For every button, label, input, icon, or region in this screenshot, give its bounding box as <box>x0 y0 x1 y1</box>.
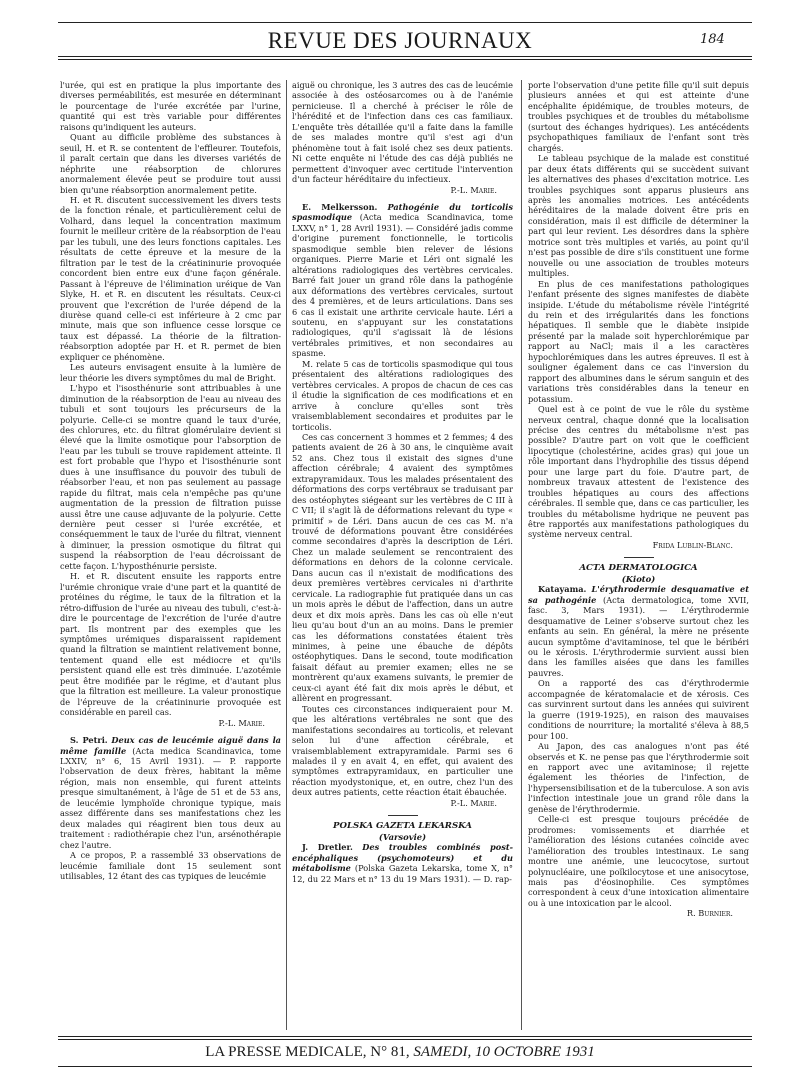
article-source: (Acta medica Scandinavica, tome LXXV, n° 1, 28 Avril 1931). <box>292 212 513 233</box>
paragraph: L'hypo et l'isosthénurie sont attribuables à une diminution de la réabsorption de l'eau au niveau des tubuli et sont toujours les précurseurs de la polyurie. Celle-ci se montre quand le taux d'urée, des chlorures, etc. du filtrat glomérulaire devient si élevé que la limite osmotique pour l'absorption de l'eau par les tubuli se trouve rapidement atteinte. Il est fort probable que l'hypo et l'isosthénurie sont dues à une insuffisance du pouvoir des tubuli de réabsorber l'eau, et non pas seulement au passage rapide du filtrat, mais cela n'empêche pas qu'une augmentation de la pression de filtration puisse aussi être une cause adjuvante de la polyurie. Cette dernière peut cesser si l'urée excrétée, et conséquemment le taux de l'urée du filtrat, viennent à diminuer, la pression osmotique du filtrat qui suspend la réabsorption de l'eau décroissant de cette façon. L'hyposthénurie persiste. <box>60 383 281 571</box>
section-separator <box>624 557 654 558</box>
article-source: (Acta dermatologica, tome XVII, fasc. 3, Mars 1931). <box>528 594 749 616</box>
paragraph: Quel est à ce point de vue le rôle du système nerveux central, chaque donné que la localisation précise des centres du métabolisme n'est pas possible? D'autre part on voit que le coefficient lipocytique (cholestérine, acides gras) qui joue un rôle important dans l'hydrophilie des tissus dépend pour une large part du foie. D'autre part, de nombreux travaux attestent de l'existence des troubles hépatiques au cours des affections cérébrales. Il semble que, dans ce cas particulier, les troubles du métabolisme hydrique ne peuvent pas être rapportés aux manifestations pathologiques du système nerveux central. <box>528 404 749 540</box>
header-bottom-rule <box>58 56 752 57</box>
paragraph: H. et R. discutent successivement les divers tests de la fonction rénale, et particulièrement celui de Volhard, dans lequel la concentration maximum fournit le meilleur critère de la réabsorption de l'eau par les tubuli, une des leurs fonctions capitales. Les résultats de cette épreuve et la mesure de la filtration par le test de la créatininurie provoquée concordent bien entre eux d'une façon générale. Passant à l'épreuve de l'élimination uréique de Van Slyke, H. et R. en discutent les résultats. Ceux-ci prouvent que l'excrétion de l'urée dépend de la diurèse quand celle-ci est inférieure à 2 cmc par minute, mais que son influence cesse lorsque ce taux est dépassé. La théorie de la filtration-réabsorption adoptée par H. et R. permet de bien expliquer ce phénomène. <box>60 194 281 362</box>
section-title: ACTA DERMATOLOGICA <box>579 563 698 574</box>
signature: P.-L. Marie. <box>218 717 265 728</box>
section-separator <box>388 815 418 816</box>
paragraph: Toutes ces circonstances indiqueraient pour M. que les altérations vertébrales ne sont que des manifestations secondaires au torticolis, et relevant selon lui d'une affection cérébrale, et vraisemblablement extrapyramidale. Parmi ses 6 malades il y en avait 4, en effet, qui avaient des symptômes extrapyramidaux, en particulier une réaction myodystonique, et, en outre, chez l'un des deux autres patients, cette réaction était ébauchée. <box>292 703 513 798</box>
header-bottom-rule-2 <box>58 59 752 60</box>
article-body: — D. rap- <box>472 873 512 884</box>
paragraph: H. et R. discutent ensuite les rapports entre l'urémie chronique vraie d'une part et la quantité de protéines du régime, le taux de la filtration et la rétro-diffusion de l'urée au niveau des tubuli, c'est-à-dire le pourcentage de l'excrétion de l'urée d'autre part. Ils montrent par des exemples que les symptômes urémiques disparaissent rapidement quand la filtration se maintient relativement bonne, tentement quand elle est médiocre et qu'ils persistent quand elle est très diminuée. L'azotémie peut être modifiée par le régime, et d'autant plus que la filtration est meilleure. La valeur pronostique de l'épreuve de la créatininurie provoquée est considérable en pareil cas. <box>60 571 281 718</box>
paragraph: Quant au difficile problème des substances à seuil, H. et R. se contentent de l'effleurer. Toutefois, il paraît certain que dans les diverses variétés de néphrite une réabsorption de chlorures anormalement élevée peut se produire tout aussi bien qu'une réabsorption anormalement petite. <box>60 132 281 195</box>
article-dretler <box>292 842 513 884</box>
paragraph: porte l'observation d'une petite fille qu'il suit depuis plusieurs années et qui est atteinte d'une encéphalite épidémique, de troubles moteurs, de troubles psychiques et de troubles du métabolisme (surtout des échanges hydriques). Les antécédents psychopathiques familiaux de l'enfant sont très chargés. <box>528 80 749 153</box>
column-2 <box>292 80 513 1030</box>
section-city: (Varsovie) <box>378 831 427 842</box>
article-katayama <box>528 584 749 678</box>
footer-journal: LA PRESSE MEDICALE, N° 81, <box>205 1044 410 1060</box>
footer-bottom-rule <box>58 1066 752 1067</box>
page-number: 184 <box>700 32 725 47</box>
article-source: (Polska Gazeta Lekarska, tome X, n° 12, du 22 Mars et n° 13 du 19 Mars 1931). <box>292 863 513 884</box>
article-author: E. Melkersson. <box>302 201 378 212</box>
header-top-rule <box>58 22 752 23</box>
article-petri <box>60 735 281 850</box>
paragraph: A ce propos, P. a rassemblé 33 observations de leucémie familiale dont 15 seulement sont utilisables, 12 étant des cas typiques de leucémie <box>60 850 281 881</box>
paragraph: Le tableau psychique de la malade est constitué par deux états différents qui se succèdent suivant les alternatives des phases d'excitation motrice. Les troubles psychiques sont apparus plusieurs ans après les anomalies motrices. Les antécédents héréditaires de la malade doivent être pris en considération, mais il est difficile de déterminer la part qui leur revient. Les désordres dans la sphère motrice sont très multiples et variés, au point qu'il n'est pas possible de dire s'ils constituent une forme nouvelle ou une association de troubles moteurs multiples. <box>528 153 749 279</box>
column-divider-2 <box>521 80 522 1030</box>
paragraph: Au Japon, des cas analogues n'ont pas été observés et K. ne pense pas que l'érythrodermie soit en rapport avec une avitaminose; il rejette également les théories de l'infection, de l'hypersensibilisation et de la tuberculose. A son avis l'infection intestinale joue un grand rôle dans la genèse de l'érythrodermie. <box>528 741 749 814</box>
article-author: J. Dretler. <box>302 842 353 853</box>
article-author: Katayama. <box>538 584 587 595</box>
article-title: L'érythrodermie desquamative et sa pathogénie <box>528 584 749 605</box>
paragraph: aiguë ou chronique, les 3 autres des cas de leucémie associée à des ostéosarcomes ou à de l'anémie pernicieuse. Il a cherché à préciser le rôle de l'hérédité et de l'infection dans ces cas familiaux. L'enquête très détaillée qu'il a faite dans la famille de ses malades montre qu'il s'est agi d'un phénomène tout à fait isolé chez ses deux patients. Ni cette enquête ni l'étude des cas déjà publiés ne permettent d'invoquer avec certitude l'intervention d'un facteur héréditaire du infectieux. <box>292 80 513 185</box>
footer-date: SAMEDI, 10 OCTOBRE 1931 <box>413 1044 595 1060</box>
article-melkersson <box>292 202 513 359</box>
column-divider-1 <box>286 80 287 1030</box>
article-body: — L'érythrodermie desquamative de Leiner s'observe surtout chez les enfants au sein. En général, la mère ne présente aucun symptôme d'avitaminose, tel que le béribéri ou le xérosis. L'érythrodermie survient aussi bien dans les familles aisées que dans les familles pauvres. <box>528 605 749 678</box>
journal-section-title: REVUE DES JOURNAUX <box>267 28 533 53</box>
column-1 <box>60 80 281 1030</box>
paragraph: Celle-ci est presque toujours précédée de prodromes: vomissements et diarrhée et l'amélioration des lésions cutanées coïncide avec l'amélioration des troubles intestinaux. Le sang montre une anémie, une leucocytose, surtout polynucléaire, une poïkilocytose et une anisocytose, mais pas d'éosinophilie. Ces symptômes correspondent à ceux d'une intoxication alimentaire ou à une intoxication par le alcool. <box>528 814 749 908</box>
signature: Frida Lublin-Blanc. <box>652 539 733 550</box>
article-body: — P. rapporte l'observation de deux frères, habitant la même région, mais non ensemble, qui furent atteints presque simultanément, à l'âge de 51 et de 53 ans, de leucémie lymphoïde chronique typique, mais assez différente dans ses manifestations chez les deux malades qui réagirent bien tous deux au traitement : radiothérapie chez l'un, arsénothérapie chez l'autre. <box>60 756 281 850</box>
paragraph: l'urée, qui est en pratique la plus importante des diverses perméabilités, est mesurée en déterminant le pourcentage de l'urée excrétée par l'urine, quantité qui est très variable pour différentes raisons qu'indiquent les auteurs. <box>60 80 281 132</box>
article-source: (Acta medica Scandinavica, tome LXXIV, n° 6, 15 Avril 1931). <box>60 745 281 766</box>
paragraph: Ces cas concernent 3 hommes et 2 femmes; 4 des patients avaient de 26 à 30 ans, le cinquième avait 52 ans. Chez tous il existait des signes d'une affection cérébrale; 4 avaient des symptômes extrapyramidaux. Tous les malades présentaient des déformations des corps vertébraux se traduisant par des ostéophytes siégeant sur les vertèbres de C III à C VII; il s'agit là de déformations relevant du type « primitif » de Léri. Dans aucun de ces cas M. n'a trouvé de déformations pouvant être considérées comme secondaires d'après la description de Léri. Chez un malade seulement se rencontraient des déformations en dehors de la colonne cervicale. Dans aucun cas il n'existait de modifications des deux premières vertèbres cervicales ni d'arthrite cervicale. La radiographie fut pratiquée dans un cas un mois après le début de l'affection, dans un autre deux et dix mois après. Dans les cas où elle n'eut lieu qu'au bout d'un an au moins. Dans le premier cas les déformations constatées étaient très minimes, à peine une ébauche de dépôts ostéophytiques. Dans le second, toute modification faisait défaut au premier examen; elles ne se montrèrent qu'aux examens suivants, le premier de ceux-ci ayant été fait dix mois après le début, et allèrent en progressant. <box>292 431 513 704</box>
article-title: Deux cas de leucémie aiguë dans la même famille <box>60 735 281 756</box>
signature: P.-L. Marie. <box>450 797 497 808</box>
footer-top-rule <box>58 1036 752 1037</box>
footer-top-rule-2 <box>58 1039 752 1040</box>
paragraph: En plus de ces manifestations pathologiques l'enfant présente des signes manifestes de diabète insipide. L'étude du métabolisme révèle l'intégrité du rein et des irrégularités dans les fonctions hépatiques. Il semble que le diabète insipide présenté par la malade soit hyperchlorémique par rapport au NaCl; mais il a les caractères hypochlorémiques dans les autres épreuves. Il est à souligner également dans ce cas l'inversion du rapport des albumines dans le sérum sanguin et des variations très considérables dans la teneur en potassium. <box>528 278 749 404</box>
page-footer <box>0 1044 800 1061</box>
column-3 <box>528 80 749 1030</box>
paragraph: On a rapporté des cas d'érythrodermie accompagnée de kératomalacie et de xérosis. Ces cas survinrent surtout dans les années qui suivirent la guerre (1919-1925), en raison des mauvaises conditions de nourriture; la mortalité s'éleva à 88,5 pour 100. <box>528 678 749 741</box>
paragraph: Les auteurs envisagent ensuite à la lumière de leur théorie les divers symptômes du mal de Bright. <box>60 362 281 383</box>
paragraph: M. relate 5 cas de torticolis spasmodique qui tous présentaient des altérations radiologiques des vertèbres cervicales. A propos de chacun de ces cas il étudie la signification de ces modifications et en arrive à conclure qu'elles sont très vraisemblablement secondaires et produites par le torticolis. <box>292 358 513 432</box>
article-title: Pathogénie du torticolis spasmodique <box>292 201 513 223</box>
signature: R. Burnier. <box>686 908 733 919</box>
article-body: — Considéré jadis comme d'origine purement fonctionnelle, le torticolis spasmodique semble bien relever de lésions organiques. Pierre Marie et Léri ont signalé les altérations radiologiques des vertèbres cervicales. Barré fait jouer un grand rôle dans la pathogénie aux déformations des vertèbres cervicales, surtout des 4 premières, et de leurs articulations. Dans ses 6 cas il existait une arthrite cervicale haute. Léri a soutenu, en s'appuyant sur les constatations radiologiques, qu'il s'agissait là de lésions vertébrales primitives, et non secondaires au spasme. <box>292 222 513 359</box>
section-title: POLSKA GAZETA LEKARSKA <box>333 821 472 832</box>
article-author: S. Petri. <box>70 735 108 746</box>
article-title: Des troubles combinés post-encéphaliques (psychomoteurs) et du métabolisme <box>292 842 513 874</box>
section-city: (Kioto) <box>621 573 656 584</box>
signature: P.-L. Marie. <box>450 184 497 195</box>
